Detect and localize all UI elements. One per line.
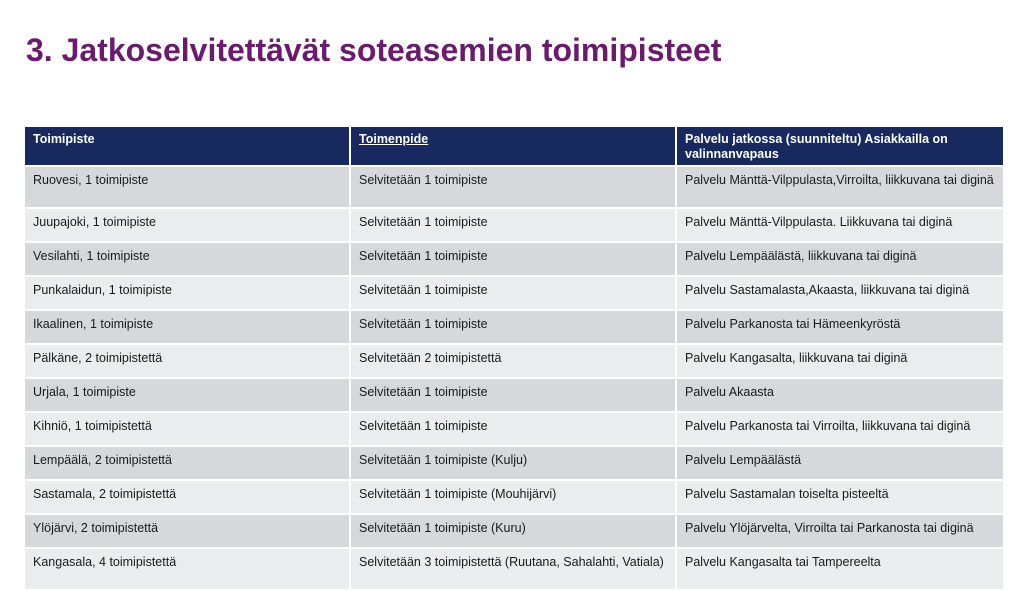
cell-toimipiste: Vesilahti, 1 toimipiste xyxy=(25,242,350,276)
cell-toimenpide: Selvitetään 1 toimipiste (Mouhijärvi) xyxy=(350,480,676,514)
table-row xyxy=(25,378,1003,412)
header-toimenpide: Toimenpide xyxy=(350,127,676,166)
cell-toimipiste: Kihniö, 1 toimipistettä xyxy=(25,412,350,446)
cell-toimipiste: Ikaalinen, 1 toimipiste xyxy=(25,310,350,344)
table-row xyxy=(25,276,1003,310)
cell-toimenpide: Selvitetään 1 toimipiste (Kuru) xyxy=(350,514,676,548)
table-row xyxy=(25,208,1003,242)
table-row xyxy=(25,166,1003,208)
cell-palvelu: Palvelu Mänttä-Vilppulasta,Virroilta, liikkuvana tai diginä xyxy=(676,166,1003,208)
table-row xyxy=(25,480,1003,514)
cell-palvelu: Palvelu Lempäälästä xyxy=(676,446,1003,480)
cell-toimipiste: Sastamala, 2 toimipistettä xyxy=(25,480,350,514)
cell-toimipiste: Ylöjärvi, 2 toimipistettä xyxy=(25,514,350,548)
cell-toimipiste: Juupajoki, 1 toimipiste xyxy=(25,208,350,242)
slide-title: 3. Jatkoselvitettävät soteasemien toimipisteet xyxy=(26,32,722,68)
table-header-row xyxy=(25,127,1003,166)
table-row xyxy=(25,446,1003,480)
cell-toimenpide: Selvitetään 2 toimipistettä xyxy=(350,344,676,378)
cell-palvelu: Palvelu Parkanosta tai Hämeenkyröstä xyxy=(676,310,1003,344)
cell-palvelu: Palvelu Kangasalta tai Tampereelta xyxy=(676,548,1003,590)
cell-toimenpide: Selvitetään 1 toimipiste xyxy=(350,166,676,208)
services-table xyxy=(25,127,1003,591)
cell-toimenpide: Selvitetään 1 toimipiste xyxy=(350,310,676,344)
cell-palvelu: Palvelu Sastamalan toiselta pisteeltä xyxy=(676,480,1003,514)
cell-toimipiste: Ruovesi, 1 toimipiste xyxy=(25,166,350,208)
cell-toimipiste: Punkalaidun, 1 toimipiste xyxy=(25,276,350,310)
table-row xyxy=(25,412,1003,446)
cell-palvelu: Palvelu Kangasalta, liikkuvana tai diginä xyxy=(676,344,1003,378)
cell-toimipiste: Kangasala, 4 toimipistettä xyxy=(25,548,350,590)
cell-toimipiste: Pälkäne, 2 toimipistettä xyxy=(25,344,350,378)
cell-toimenpide: Selvitetään 1 toimipiste xyxy=(350,242,676,276)
cell-toimenpide: Selvitetään 3 toimipistettä (Ruutana, Sahalahti, Vatiala) xyxy=(350,548,676,590)
table-row xyxy=(25,548,1003,590)
table-row xyxy=(25,344,1003,378)
cell-palvelu: Palvelu Lempäälästä, liikkuvana tai diginä xyxy=(676,242,1003,276)
cell-palvelu: Palvelu Akaasta xyxy=(676,378,1003,412)
cell-palvelu: Palvelu Parkanosta tai Virroilta, liikkuvana tai diginä xyxy=(676,412,1003,446)
cell-palvelu: Palvelu Mänttä-Vilppulasta. Liikkuvana tai diginä xyxy=(676,208,1003,242)
table-row xyxy=(25,514,1003,548)
cell-toimenpide: Selvitetään 1 toimipiste (Kulju) xyxy=(350,446,676,480)
cell-toimipiste: Lempäälä, 2 toimipistettä xyxy=(25,446,350,480)
table-row xyxy=(25,310,1003,344)
cell-toimenpide: Selvitetään 1 toimipiste xyxy=(350,378,676,412)
header-palvelu: Palvelu jatkossa (suunniteltu) Asiakkailla on valinnanvapaus xyxy=(676,127,1003,166)
table-row xyxy=(25,242,1003,276)
cell-toimenpide: Selvitetään 1 toimipiste xyxy=(350,412,676,446)
header-toimipiste: Toimipiste xyxy=(25,127,350,166)
cell-toimenpide: Selvitetään 1 toimipiste xyxy=(350,276,676,310)
cell-toimenpide: Selvitetään 1 toimipiste xyxy=(350,208,676,242)
cell-toimipiste: Urjala, 1 toimipiste xyxy=(25,378,350,412)
cell-palvelu: Palvelu Sastamalasta,Akaasta, liikkuvana tai diginä xyxy=(676,276,1003,310)
cell-palvelu: Palvelu Ylöjärvelta, Virroilta tai Parkanosta tai diginä xyxy=(676,514,1003,548)
